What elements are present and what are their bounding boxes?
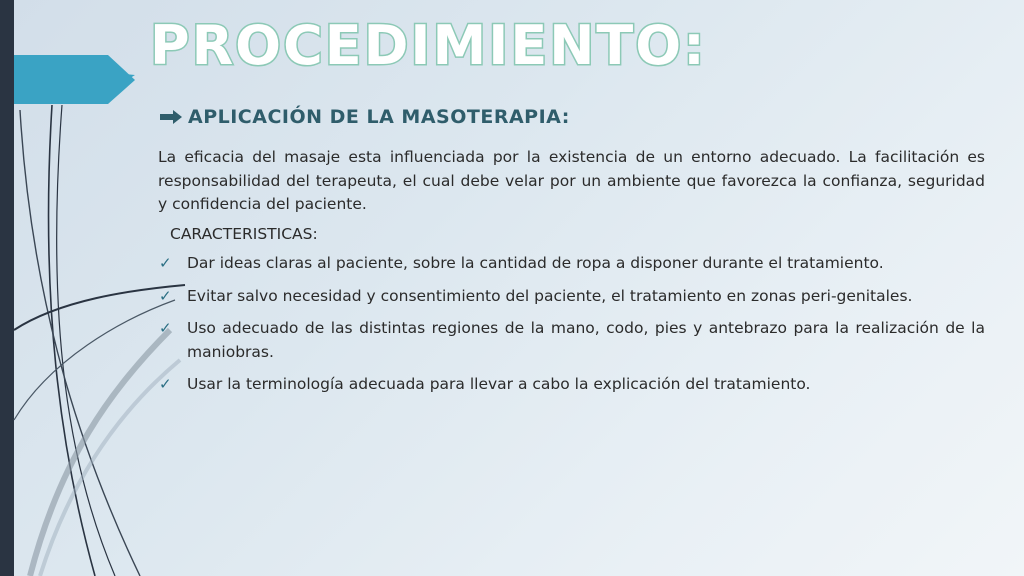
list-item <box>158 373 985 397</box>
list-item <box>158 285 985 309</box>
list-item-text: Evitar salvo necesidad y consentimiento del paciente, el tratamiento en zonas peri-genitales. <box>187 286 913 305</box>
list-item <box>158 317 985 364</box>
intro-paragraph: La eficacia del masaje esta influenciada por la existencia de un entorno adecuado. La facilitación es responsabilidad del terapeuta, el cual debe velar por un ambiente que favorezca la confianza, seguridad y confidencia del paciente. <box>158 148 985 213</box>
list-item-text: Dar ideas claras al paciente, sobre la cantidad de ropa a disponer durante el tratamiento. <box>187 254 884 272</box>
slide-body <box>158 146 985 406</box>
checkmark-icon: ✓ <box>159 375 172 393</box>
checkmark-icon: ✓ <box>159 286 172 305</box>
characteristics-list <box>158 252 985 397</box>
slide-title: PROCEDIMIENTO: <box>150 14 707 77</box>
list-item-text: Uso adecuado de las distintas regiones de la mano, codo, pies y antebrazo para la realización de la maniobras. <box>187 319 985 361</box>
list-item <box>158 252 985 276</box>
checkmark-icon: ✓ <box>159 254 172 272</box>
slide-subtitle <box>160 106 570 128</box>
arrow-right-icon <box>160 110 182 124</box>
list-heading: CARACTERISTICAS: <box>170 224 318 243</box>
list-item-text: Usar la terminología adecuada para llevar a cabo la explicación del tratamiento. <box>187 375 811 393</box>
subtitle-text: APLICACIÓN DE LA MASOTERAPIA: <box>188 106 570 128</box>
checkmark-icon: ✓ <box>159 319 172 337</box>
